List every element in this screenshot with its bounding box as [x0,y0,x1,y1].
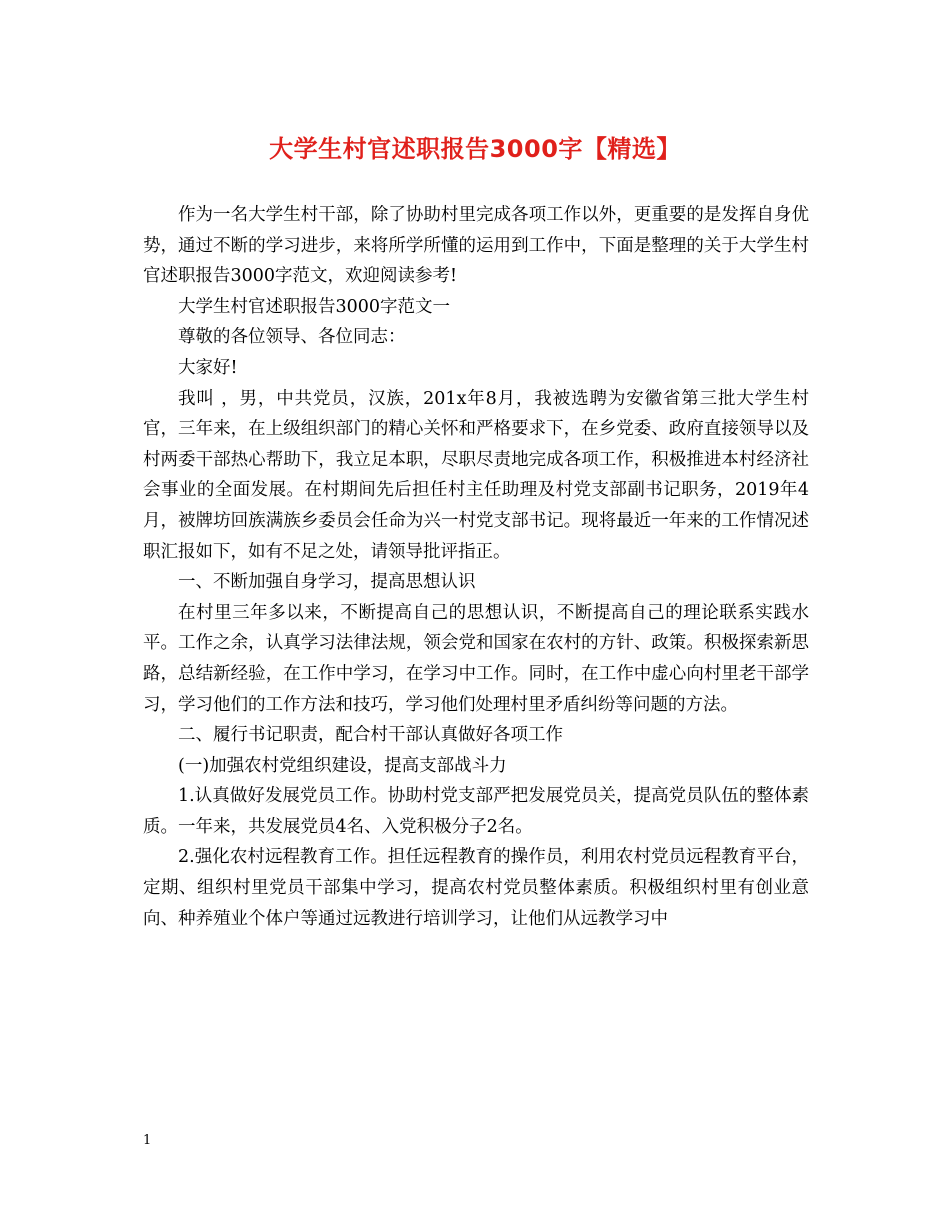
paragraph-subsection-heading: (一)加强农村党组织建设，提高支部战斗力 [178,755,507,776]
paragraph-section-1-heading: 一、不断加强自身学习，提高思想认识 [178,572,476,593]
paragraph-greeting: 大家好! [178,357,238,378]
page-number: 1 [143,1133,152,1148]
paragraph-salutation: 尊敬的各位领导、各位同志： [178,327,406,348]
document-body [143,200,809,934]
document-title: 大学生村官述职报告3000字【精选】 [269,135,681,163]
paragraph-item-1: 1.认真做好发展党员工作。协助村党支部严把发展党员关，提高党员队伍的整体素质。一年来，共发展党员4名、入党积极分子2名。 [143,786,809,837]
paragraph-section-2-heading: 二、履行书记职责，配合村干部认真做好各项工作 [178,725,563,746]
paragraph-intro: 作为一名大学生村干部，除了协助村里完成各项工作以外，更重要的是发挥自身优势，通过不断的学习进步，来将所学所懂的运用到工作中，下面是整理的关于大学生村官述职报告3000字范文，欢迎阅读参考! [143,205,809,287]
paragraph-section-1-body: 在村里三年多以来，不断提高自己的思想认识，不断提高自己的理论联系实践水平。工作之余，认真学习法律法规，领会党和国家在农村的方针、政策。积极探索新思路，总结新经验，在工作中学习，在学习中工作。同时，在工作中虚心向村里老干部学习，学习他们的工作方法和技巧，学习他们处理村里矛盾纠纷等问题的方法。 [143,602,809,715]
paragraph-self-intro: 我叫 ，男，中共党员，汉族，201x年8月，我被选聘为安徽省第三批大学生村官，三年来，在上级组织部门的精心关怀和严格要求下，在乡党委、政府直接领导以及村两委干部热心帮助下，我立足本职，尽职尽责地完成各项工作，积极推进本村经济社会事业的全面发展。在村期间先后担任村主任助理及村党支部副书记职务，2019年4月，被牌坊回族满族乡委员会任命为兴一村党支部书记。现将最近一年来的工作情况述职汇报如下，如有不足之处，请领导批评指正。 [143,388,809,562]
paragraph-heading-sample: 大学生村官述职报告3000字范文一 [178,296,451,317]
paragraph-item-2: 2.强化农村远程教育工作。担任远程教育的操作员，利用农村党员远程教育平台，定期、组织村里党员干部集中学习，提高农村党员整体素质。积极组织村里有创业意向、种养殖业个体户等通过远教进行培训学习，让他们从远教学习中 [143,847,809,929]
